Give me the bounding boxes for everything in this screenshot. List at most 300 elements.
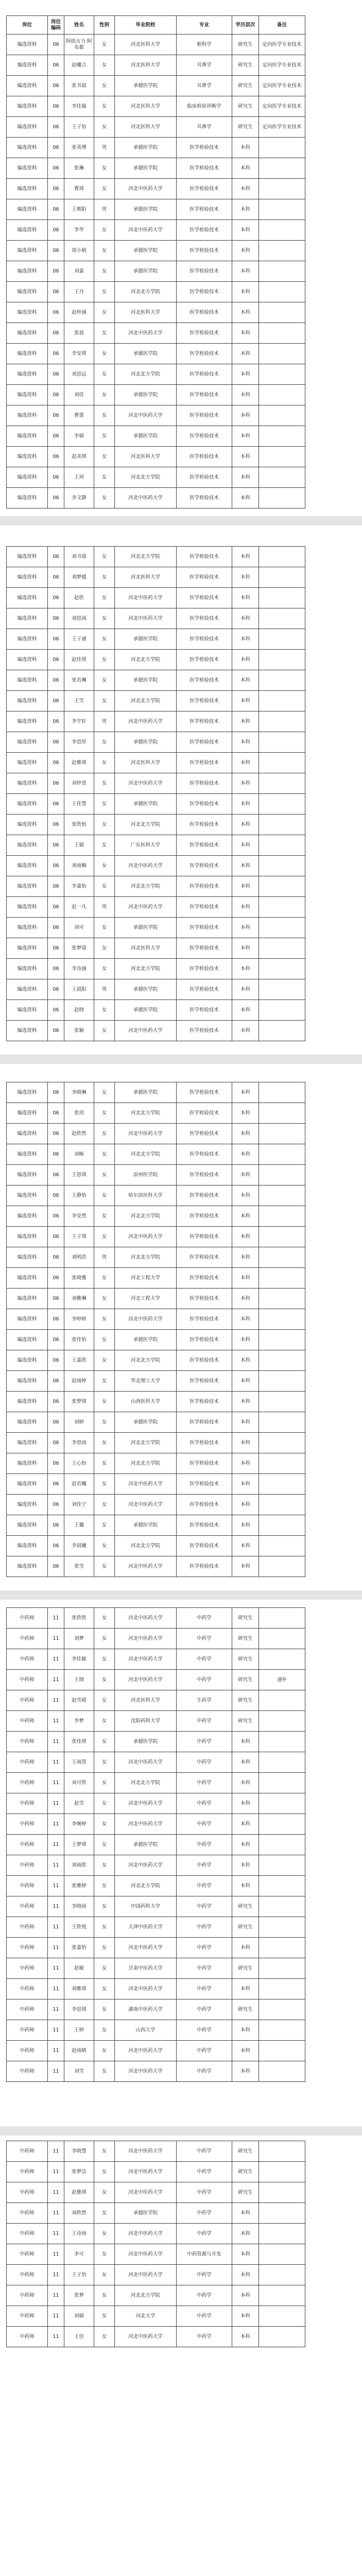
table-row bbox=[7, 1227, 305, 1247]
table-cell: 河北工程大学 bbox=[115, 1268, 177, 1289]
table-row bbox=[7, 1371, 305, 1392]
table-cell: 06 bbox=[48, 732, 64, 753]
table-cell: 刘梦 bbox=[64, 1629, 94, 1649]
table-cell: 女 bbox=[94, 1855, 115, 1876]
table-cell bbox=[259, 1752, 305, 1773]
table-cell: 刘婷 bbox=[64, 1412, 94, 1433]
table-row bbox=[7, 2203, 305, 2224]
table-cell: 11 bbox=[48, 1608, 64, 1629]
table-cell: 河北中医药大学 bbox=[115, 588, 177, 608]
table-cell: 张佳琪 bbox=[64, 1732, 94, 1752]
table-cell: 研究生 bbox=[232, 1999, 259, 2020]
table-cell: 医学检验技术 bbox=[177, 670, 232, 691]
table-cell: 刘婧 bbox=[64, 2306, 94, 2327]
table-cell bbox=[259, 1556, 305, 1577]
roster-table bbox=[6, 15, 305, 509]
table-cell: 06 bbox=[48, 117, 64, 138]
table-cell: 中药学 bbox=[177, 1896, 232, 1917]
table-cell: 医学检验技术 bbox=[177, 753, 232, 773]
table-cell: 张梦 bbox=[64, 2285, 94, 2306]
table-cell bbox=[259, 670, 305, 691]
table-cell: 女 bbox=[94, 323, 115, 344]
table-row bbox=[7, 815, 305, 835]
table-cell: 编选资料 bbox=[7, 815, 48, 835]
table-cell: 中药师 bbox=[7, 1649, 48, 1670]
table-cell: 哈尔滨医科大学 bbox=[115, 1185, 177, 1206]
table-cell: 医学检验技术 bbox=[177, 1185, 232, 1206]
table-cell: 刘畅 bbox=[64, 1144, 94, 1165]
table-cell: 06 bbox=[48, 1556, 64, 1577]
table-row bbox=[7, 282, 305, 302]
table-cell: 编选资料 bbox=[7, 385, 48, 405]
table-cell: 河北中医药大学 bbox=[115, 323, 177, 344]
table-cell: 女 bbox=[94, 2162, 115, 2182]
table-cell: 06 bbox=[48, 364, 64, 385]
table-cell: 本科 bbox=[232, 1814, 259, 1835]
table-cell: 河北中医药大学 bbox=[115, 2162, 177, 2182]
table-cell: 王静怡 bbox=[64, 1185, 94, 1206]
table-cell: 编选资料 bbox=[7, 1412, 48, 1433]
table-cell bbox=[259, 1917, 305, 1938]
table-cell: 06 bbox=[48, 1350, 64, 1371]
table-header-row bbox=[7, 16, 305, 35]
table-cell: 本科 bbox=[232, 2327, 259, 2347]
table-cell: 06 bbox=[48, 96, 64, 117]
table-cell: 医学检验技术 bbox=[177, 959, 232, 979]
table-cell: 女 bbox=[94, 76, 115, 96]
table-cell: 11 bbox=[48, 1855, 64, 1876]
table-cell bbox=[259, 1165, 305, 1185]
table-cell: 医学检验技术 bbox=[177, 1144, 232, 1165]
table-cell: 本科 bbox=[232, 1835, 259, 1855]
table-cell: 李安然 bbox=[64, 1206, 94, 1227]
column-header: 备注 bbox=[259, 16, 305, 35]
table-cell: 编选资料 bbox=[7, 959, 48, 979]
table-cell: 刘嘉 bbox=[64, 261, 94, 282]
table-cell: 王子涵 bbox=[64, 629, 94, 650]
table-cell: 张雪 bbox=[64, 1556, 94, 1577]
table-cell: 河北医科大学 bbox=[115, 302, 177, 323]
table-cell: 赵雅琪 bbox=[64, 753, 94, 773]
table-cell: 编选资料 bbox=[7, 938, 48, 959]
table-cell: 李文静 bbox=[64, 488, 94, 509]
table-cell: 医学检验技术 bbox=[177, 323, 232, 344]
table-cell: 李嘉怡 bbox=[64, 876, 94, 897]
table-cell: 11 bbox=[48, 1629, 64, 1649]
table-cell: 女 bbox=[94, 1412, 115, 1433]
table-cell: 河北医科大学 bbox=[115, 55, 177, 76]
table-cell: 编选资料 bbox=[7, 1309, 48, 1330]
table-cell: 本科 bbox=[232, 876, 259, 897]
table-cell: 本科 bbox=[232, 1330, 259, 1350]
table-cell: 女 bbox=[94, 1289, 115, 1309]
table-cell: 11 bbox=[48, 1711, 64, 1732]
table-cell: 06 bbox=[48, 76, 64, 96]
table-cell: 李晨曦 bbox=[64, 1536, 94, 1556]
table-cell: 医学检验技术 bbox=[177, 711, 232, 732]
table-cell: 王欣悦 bbox=[64, 1917, 94, 1938]
table-cell: 河北中医药大学 bbox=[115, 1021, 177, 1041]
table-cell: 中药师 bbox=[7, 2306, 48, 2327]
table-cell: 本科 bbox=[232, 1165, 259, 1185]
table-cell: 王雪 bbox=[64, 691, 94, 711]
table-cell bbox=[259, 1495, 305, 1515]
table-cell bbox=[259, 1082, 305, 1103]
table-cell: 医学检验技术 bbox=[177, 1412, 232, 1433]
table-cell: 赵欣 bbox=[64, 588, 94, 608]
table-cell: 医学检验技术 bbox=[177, 815, 232, 835]
table-cell: 中药师 bbox=[7, 2224, 48, 2244]
table-row bbox=[7, 2224, 305, 2244]
table-cell: 本科 bbox=[232, 959, 259, 979]
table-cell: 河北中医药大学 bbox=[115, 856, 177, 876]
table-cell: 河北中医药大学 bbox=[115, 1814, 177, 1835]
table-cell: 医学检验技术 bbox=[177, 588, 232, 608]
table-cell: 06 bbox=[48, 794, 64, 815]
table-cell: 本科 bbox=[232, 2244, 259, 2265]
table-cell: 承德医学院 bbox=[115, 1330, 177, 1350]
table-cell: 河北中医药大学 bbox=[115, 1495, 177, 1515]
page-gap bbox=[0, 516, 362, 526]
table-cell: 河北北方学院 bbox=[115, 1206, 177, 1227]
table-cell: 女 bbox=[94, 773, 115, 794]
table-cell: 男 bbox=[94, 1247, 115, 1268]
table-cell: 河北中医药大学 bbox=[115, 405, 177, 426]
table-cell bbox=[259, 302, 305, 323]
table-cell: 中药资源与开发 bbox=[177, 2244, 232, 2265]
table-cell: 本科 bbox=[232, 261, 259, 282]
table-cell: 河北北方学院 bbox=[115, 1103, 177, 1124]
table-cell: 河北北方学院 bbox=[115, 1453, 177, 1474]
table-cell: 医学检验技术 bbox=[177, 876, 232, 897]
table-row bbox=[7, 794, 305, 815]
table-row bbox=[7, 1000, 305, 1021]
table-row bbox=[7, 1165, 305, 1185]
table-cell: 编选资料 bbox=[7, 588, 48, 608]
table-row bbox=[7, 567, 305, 588]
table-row bbox=[7, 1649, 305, 1670]
table-cell: 编选资料 bbox=[7, 1082, 48, 1103]
table-cell: 11 bbox=[48, 1732, 64, 1752]
table-row bbox=[7, 1855, 305, 1876]
table-cell: 06 bbox=[48, 938, 64, 959]
table-cell: 11 bbox=[48, 1690, 64, 1711]
table-cell: 编选资料 bbox=[7, 1268, 48, 1289]
table-cell: 本科 bbox=[232, 608, 259, 629]
table-cell: 编选资料 bbox=[7, 220, 48, 241]
table-row bbox=[7, 2327, 305, 2347]
table-cell: 刘明浩 bbox=[64, 1247, 94, 1268]
table-cell: 中药师 bbox=[7, 1773, 48, 1793]
table-cell bbox=[259, 815, 305, 835]
table-cell: 女 bbox=[94, 2306, 115, 2327]
table-cell: 李安琪 bbox=[64, 344, 94, 364]
table-cell: 本科 bbox=[232, 1268, 259, 1289]
table-cell: 承德医学院 bbox=[115, 918, 177, 938]
table-cell: 中药师 bbox=[7, 1938, 48, 1958]
table-cell: 06 bbox=[48, 1000, 64, 1021]
table-cell: 郑小娟 bbox=[64, 241, 94, 261]
table-cell bbox=[259, 1732, 305, 1752]
table-cell: 编选资料 bbox=[7, 794, 48, 815]
table-cell: 本科 bbox=[232, 1082, 259, 1103]
table-cell: 刘雅琪 bbox=[64, 1979, 94, 1999]
table-cell: 女 bbox=[94, 2141, 115, 2162]
table-cell: 女 bbox=[94, 2020, 115, 2041]
table-row bbox=[7, 199, 305, 220]
table-row bbox=[7, 344, 305, 364]
table-cell: 编选资料 bbox=[7, 1185, 48, 1206]
table-cell bbox=[259, 199, 305, 220]
table-cell: 河北中医药大学 bbox=[115, 2061, 177, 2082]
table-cell: 06 bbox=[48, 1495, 64, 1515]
table-cell: 女 bbox=[94, 35, 115, 55]
table-cell: 刘梓萱 bbox=[64, 773, 94, 794]
table-cell: 医学检验技术 bbox=[177, 447, 232, 467]
table-cell: 王珂 bbox=[64, 467, 94, 488]
table-row bbox=[7, 1021, 305, 1041]
table-cell: 中药学 bbox=[177, 1608, 232, 1629]
table-cell: 11 bbox=[48, 2041, 64, 2061]
table-cell bbox=[259, 711, 305, 732]
table-cell: 女 bbox=[94, 1103, 115, 1124]
table-cell: 06 bbox=[48, 1371, 64, 1392]
table-cell bbox=[259, 1999, 305, 2020]
table-cell: 河北中医药大学 bbox=[115, 1124, 177, 1144]
table-cell: 王子怡 bbox=[64, 2265, 94, 2285]
table-cell: 中药学 bbox=[177, 2041, 232, 2061]
table-cell: 本科 bbox=[232, 629, 259, 650]
table-cell: 医学检验技术 bbox=[177, 1165, 232, 1185]
table-cell: 张颖 bbox=[64, 1021, 94, 1041]
table-cell: 河北中医药大学 bbox=[115, 1227, 177, 1247]
table-cell bbox=[259, 1247, 305, 1268]
table-cell: 女 bbox=[94, 1495, 115, 1515]
table-cell: 女 bbox=[94, 691, 115, 711]
table-row bbox=[7, 1835, 305, 1855]
table-cell: 研究生 bbox=[232, 1608, 259, 1629]
table-cell: 06 bbox=[48, 1309, 64, 1330]
table-cell: 06 bbox=[48, 241, 64, 261]
table-cell: 河北医科大学 bbox=[115, 1690, 177, 1711]
table-cell: 编选资料 bbox=[7, 1103, 48, 1124]
table-cell: 定向医学专业技术 bbox=[259, 96, 305, 117]
table-cell: 男 bbox=[94, 711, 115, 732]
table-cell: 河北中医药大学 bbox=[115, 2224, 177, 2244]
table-cell: 女 bbox=[94, 1917, 115, 1938]
table-cell: 06 bbox=[48, 815, 64, 835]
table-cell: 本科 bbox=[232, 835, 259, 856]
table-cell: 中药师 bbox=[7, 2327, 48, 2347]
column-header: 毕业院校 bbox=[115, 16, 177, 35]
table-cell: 耳鼻学 bbox=[177, 76, 232, 96]
table-cell: 河北中医药大学 bbox=[115, 1649, 177, 1670]
table-cell: 刘思雨 bbox=[64, 608, 94, 629]
table-cell: 医学检验技术 bbox=[177, 1103, 232, 1124]
table-row bbox=[7, 1289, 305, 1309]
column-header: 姓名 bbox=[64, 16, 94, 35]
table-cell: 医学检验技术 bbox=[177, 1330, 232, 1350]
table-cell: 本科 bbox=[232, 815, 259, 835]
table-cell: 女 bbox=[94, 1144, 115, 1165]
table-cell: 06 bbox=[48, 835, 64, 856]
table-cell: 本科 bbox=[232, 199, 259, 220]
table-cell: 11 bbox=[48, 2224, 64, 2244]
table-cell: 河北北方学院 bbox=[115, 2285, 177, 2306]
table-cell: 李晓琳 bbox=[64, 1082, 94, 1103]
table-row bbox=[7, 1453, 305, 1474]
table-cell: 医学检验技术 bbox=[177, 1289, 232, 1309]
table-cell: 编选资料 bbox=[7, 1453, 48, 1474]
table-cell: 女 bbox=[94, 1608, 115, 1629]
table-cell: 本科 bbox=[232, 158, 259, 179]
table-cell: 编选资料 bbox=[7, 35, 48, 55]
table-cell: 女 bbox=[94, 1165, 115, 1185]
table-cell: 06 bbox=[48, 55, 64, 76]
table-cell: 女 bbox=[94, 2285, 115, 2306]
table-cell: 李思雨 bbox=[64, 1433, 94, 1453]
table-cell: 研究生 bbox=[232, 1958, 259, 1979]
table-cell: 中药学 bbox=[177, 2285, 232, 2306]
table-cell: 06 bbox=[48, 1227, 64, 1247]
table-cell: 11 bbox=[48, 1958, 64, 1979]
table-cell: 06 bbox=[48, 1103, 64, 1124]
table-cell: 医学检验技术 bbox=[177, 220, 232, 241]
table-cell: 中药师 bbox=[7, 1835, 48, 1855]
table-cell: 编选资料 bbox=[7, 1371, 48, 1392]
table-cell: 承德医学院 bbox=[115, 670, 177, 691]
table-row bbox=[7, 241, 305, 261]
table-cell: 本科 bbox=[232, 856, 259, 876]
table-cell bbox=[259, 1433, 305, 1453]
table-row bbox=[7, 220, 305, 241]
table-cell: 本科 bbox=[232, 1515, 259, 1536]
table-row bbox=[7, 1793, 305, 1814]
table-cell: 11 bbox=[48, 2265, 64, 2285]
table-cell: 中药学 bbox=[177, 1855, 232, 1876]
table-cell: 承德医学院 bbox=[115, 979, 177, 1000]
table-cell: 女 bbox=[94, 1793, 115, 1814]
table-cell: 编选资料 bbox=[7, 1165, 48, 1185]
table-cell: 本科 bbox=[232, 670, 259, 691]
table-cell: 编选资料 bbox=[7, 650, 48, 670]
table-cell: 中药师 bbox=[7, 2061, 48, 2082]
table-cell: 承德医学院 bbox=[115, 158, 177, 179]
table-cell bbox=[259, 2182, 305, 2203]
table-row bbox=[7, 856, 305, 876]
table-row bbox=[7, 179, 305, 199]
table-cell: 女 bbox=[94, 1711, 115, 1732]
table-cell: 女 bbox=[94, 1268, 115, 1289]
table-cell: 河北中医药大学 bbox=[115, 220, 177, 241]
table-cell: 06 bbox=[48, 608, 64, 629]
table-row bbox=[7, 1896, 305, 1917]
table-cell: 编选资料 bbox=[7, 488, 48, 509]
table-cell: 本科 bbox=[232, 1289, 259, 1309]
table-cell: 医学检验技术 bbox=[177, 547, 232, 567]
table-cell: 女 bbox=[94, 588, 115, 608]
table-cell: 女 bbox=[94, 302, 115, 323]
table-cell: 女 bbox=[94, 96, 115, 117]
table-cell: 河北中医药大学 bbox=[115, 1309, 177, 1330]
table-cell: 中药学 bbox=[177, 1814, 232, 1835]
table-cell: 张英博 bbox=[64, 138, 94, 158]
table-cell: 本科 bbox=[232, 2265, 259, 2285]
table-cell: 本科 bbox=[232, 773, 259, 794]
table-cell: 11 bbox=[48, 2020, 64, 2041]
table-cell: 河北北方学院 bbox=[115, 547, 177, 567]
table-cell: 06 bbox=[48, 220, 64, 241]
table-cell: 王梦琪 bbox=[64, 1835, 94, 1855]
table-cell: 研究生 bbox=[232, 1896, 259, 1917]
table-row bbox=[7, 1999, 305, 2020]
table-cell: 河北中医药大学 bbox=[115, 2244, 177, 2265]
table-cell: 06 bbox=[48, 1536, 64, 1556]
table-cell: 王晨阳 bbox=[64, 979, 94, 1000]
table-cell bbox=[259, 2224, 305, 2244]
table-cell: 本科 bbox=[232, 1556, 259, 1577]
table-cell: 承德医学院 bbox=[115, 241, 177, 261]
table-cell: 河北中医药大学 bbox=[115, 1556, 177, 1577]
table-cell: 刘佳宁 bbox=[64, 1495, 94, 1515]
table-cell: 女 bbox=[94, 753, 115, 773]
table-cell: 中国药科大学 bbox=[115, 1896, 177, 1917]
table-row bbox=[7, 2041, 305, 2061]
table-cell: 医学检验技术 bbox=[177, 691, 232, 711]
table-cell: 医学检验技术 bbox=[177, 938, 232, 959]
table-cell: 医学检验技术 bbox=[177, 282, 232, 302]
table-cell bbox=[259, 385, 305, 405]
table-cell: 编选资料 bbox=[7, 1144, 48, 1165]
table-cell: 赵佳琪 bbox=[64, 650, 94, 670]
table-cell: 研究生 bbox=[232, 1917, 259, 1938]
table-cell: 王诗雨 bbox=[64, 2224, 94, 2244]
table-cell: 本科 bbox=[232, 467, 259, 488]
table-cell: 06 bbox=[48, 959, 64, 979]
table-cell: 河北北方学院 bbox=[115, 364, 177, 385]
table-cell: 医学检验技术 bbox=[177, 179, 232, 199]
table-cell: 赵晓 bbox=[64, 1000, 94, 1021]
table-cell: 赵雪晴 bbox=[64, 1690, 94, 1711]
table-cell: 06 bbox=[48, 691, 64, 711]
table-cell: 中药学 bbox=[177, 2224, 232, 2244]
table-row bbox=[7, 158, 305, 179]
table-cell: 医学检验技术 bbox=[177, 1556, 232, 1577]
table-cell: 李宇轩 bbox=[64, 711, 94, 732]
table-cell: 女 bbox=[94, 1515, 115, 1536]
table-cell: 编选资料 bbox=[7, 629, 48, 650]
table-cell: 赵雨婷 bbox=[64, 1371, 94, 1392]
table-cell: 本科 bbox=[232, 794, 259, 815]
table-cell: 医学检验技术 bbox=[177, 1227, 232, 1247]
table-cell: 中药师 bbox=[7, 2041, 48, 2061]
table-cell: 华北理工大学 bbox=[115, 1371, 177, 1392]
table-row bbox=[7, 1938, 305, 1958]
table-cell: 李思琪 bbox=[64, 1999, 94, 2020]
table-cell: 赵欣然 bbox=[64, 1124, 94, 1144]
table-cell: 本科 bbox=[232, 711, 259, 732]
table-row bbox=[7, 897, 305, 918]
table-cell: 女 bbox=[94, 547, 115, 567]
table-cell: 编选资料 bbox=[7, 405, 48, 426]
table-cell: 刘可欣 bbox=[64, 1773, 94, 1793]
table-cell: 女 bbox=[94, 959, 115, 979]
table-cell bbox=[259, 426, 305, 447]
table-cell: 女 bbox=[94, 2224, 115, 2244]
table-cell: 王婷 bbox=[64, 2020, 94, 2041]
table-cell: 中药学 bbox=[177, 2162, 232, 2182]
table-cell bbox=[259, 1021, 305, 1041]
